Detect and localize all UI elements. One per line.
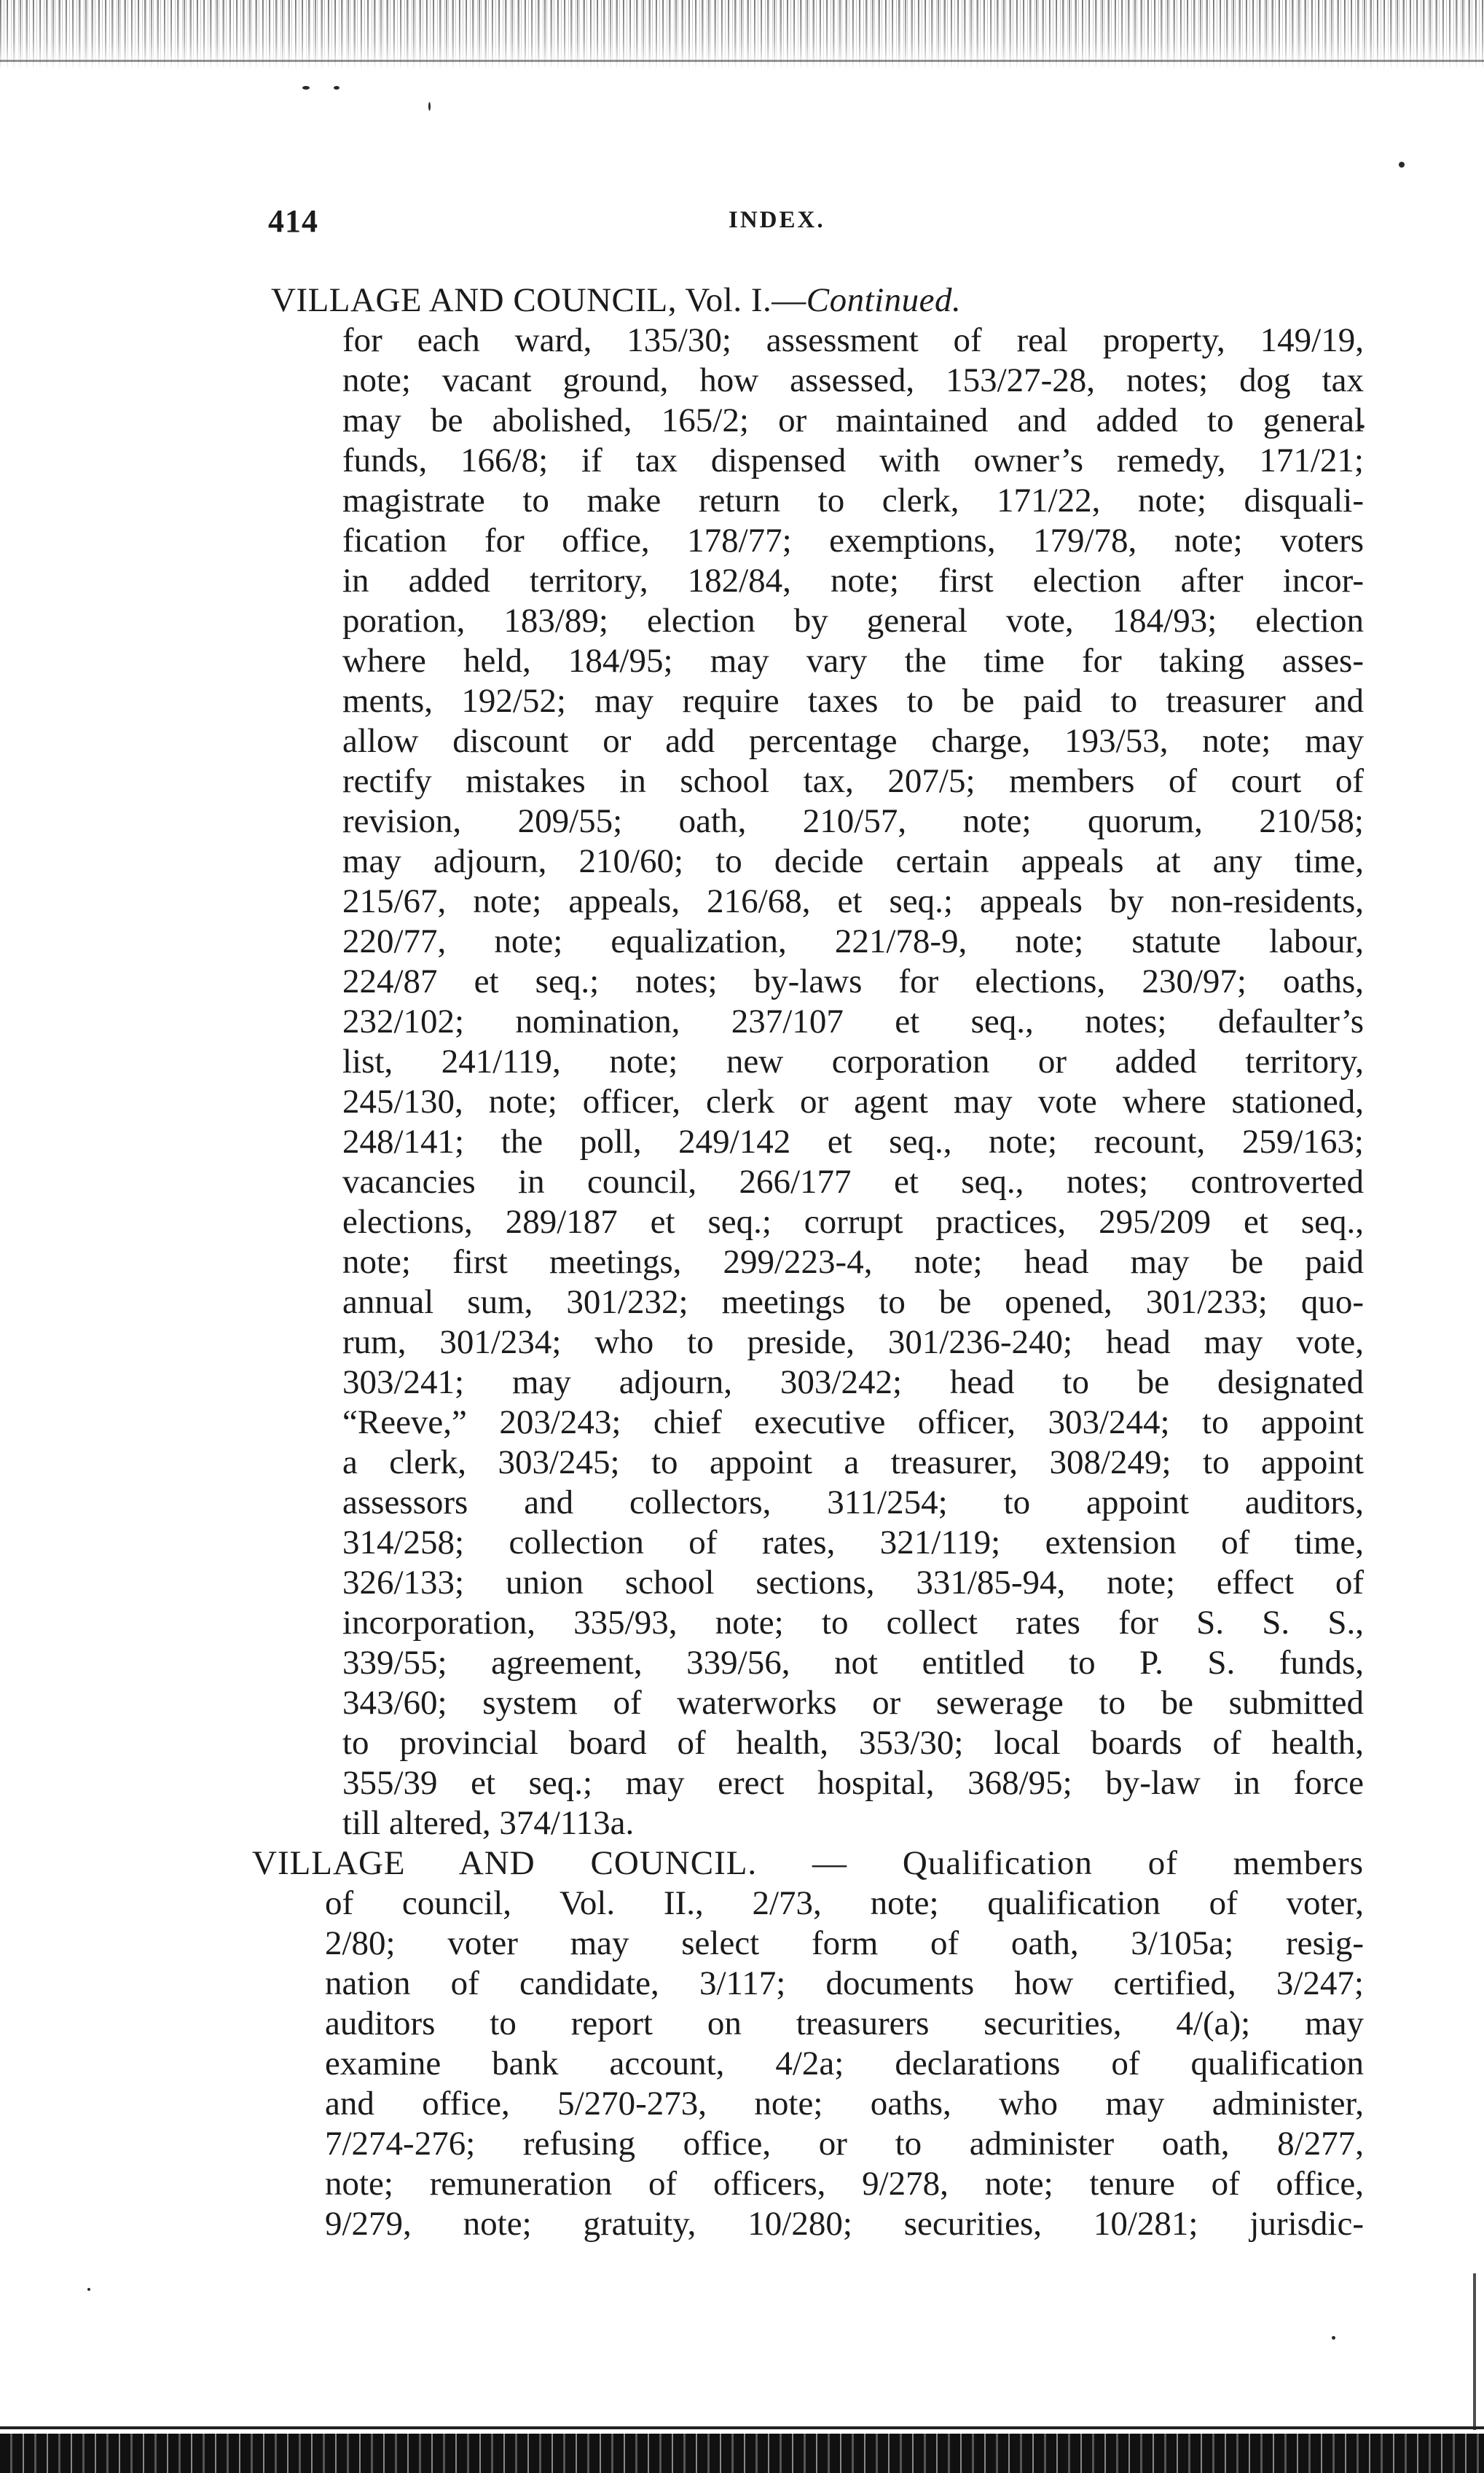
scan-edge-top-rule — [0, 60, 1484, 62]
scan-speck — [1332, 2336, 1335, 2340]
index-line: magistrate to make return to clerk, 171/22, note; disquali- — [342, 482, 1364, 520]
index-line: elections, 289/187 et seq.; corrupt practices, 295/209 et seq., — [342, 1203, 1364, 1241]
index-line: 303/241; may adjourn, 303/242; head to be designated — [342, 1363, 1364, 1401]
index-line: vacancies in council, 266/177 et seq., notes; controverted — [342, 1163, 1364, 1201]
continued-label: Continued. — [806, 281, 962, 319]
index-line: 248/141; the poll, 249/142 et seq., note; recount, 259/163; — [342, 1123, 1364, 1161]
index-line: for each ward, 135/30; assessment of real property, 149/19, — [342, 321, 1364, 359]
index-line: rectify mistakes in school tax, 207/5; members of court of — [342, 762, 1364, 800]
index-line: nation of candidate, 3/117; documents how certified, 3/247; — [325, 1964, 1364, 2002]
scan-speck — [1399, 162, 1405, 168]
scan-edge-bottom-rule — [0, 2426, 1484, 2429]
scan-edge-bottom — [0, 2434, 1484, 2473]
scan-speck — [428, 102, 431, 111]
index-line: and office, 5/270-273, note; oaths, who may administer, — [325, 2085, 1364, 2123]
index-line: 7/274-276; refusing office, or to administer oath, 8/277, — [325, 2125, 1364, 2163]
index-line: 326/133; union school sections, 331/85-94, note; effect of — [342, 1564, 1364, 1602]
index-line: list, 241/119, note; new corporation or added territory, — [342, 1043, 1364, 1081]
index-line: may be abolished, 165/2; or maintained and added to general — [342, 401, 1364, 439]
index-line: note; remuneration of officers, 9/278, note; tenure of office, — [325, 2165, 1364, 2203]
index-line: funds, 166/8; if tax dispensed with owner’s remedy, 171/21; — [342, 442, 1364, 479]
index-line: note; first meetings, 299/223-4, note; head may be paid — [342, 1243, 1364, 1281]
index-line: 355/39 et seq.; may erect hospital, 368/95; by-law in force — [342, 1764, 1364, 1802]
index-line: examine bank account, 4/2a; declarations of qualification — [325, 2045, 1364, 2082]
index-line: 245/130, note; officer, clerk or agent may vote where stationed, — [342, 1083, 1364, 1121]
index-line: allow discount or add percentage charge, 193/53, note; may — [342, 722, 1364, 760]
scan-streak — [1473, 2273, 1476, 2430]
index-line: note; vacant ground, how assessed, 153/27-28, notes; dog tax — [342, 361, 1364, 399]
index-line: to provincial board of health, 353/30; local boards of health, — [342, 1724, 1364, 1762]
index-line: of council, Vol. II., 2/73, note; qualification of voter, — [325, 1884, 1364, 1922]
page-number: 414 — [268, 203, 318, 239]
index-line: 220/77, note; equalization, 221/78-9, note; statute labour, — [342, 922, 1364, 960]
index-line: auditors to report on treasurers securities, 4/(a); may — [325, 2004, 1364, 2042]
index-line: 2/80; voter may select form of oath, 3/105a; resig- — [325, 1924, 1364, 1962]
index-line: 232/102; nomination, 237/107 et seq., notes; defaulter’s — [342, 1003, 1364, 1040]
index-line: 343/60; system of waterworks or sewerage to be submitted — [342, 1684, 1364, 1722]
index-line: a clerk, 303/245; to appoint a treasurer, 308/249; to appoint — [342, 1443, 1364, 1481]
index-line: ments, 192/52; may require taxes to be paid to treasurer and — [342, 682, 1364, 720]
index-line: 9/279, note; gratuity, 10/280; securities, 10/281; jurisdic- — [325, 2205, 1364, 2243]
scan-edge-top — [0, 0, 1484, 69]
index-line: revision, 209/55; oath, 210/57, note; quorum, 210/58; — [342, 802, 1364, 840]
index-line: 224/87 et seq.; notes; by-laws for elections, 230/97; oaths, — [342, 963, 1364, 1000]
index-line: 339/55; agreement, 339/56, not entitled to P. S. funds, — [342, 1644, 1364, 1682]
index-line: 314/258; collection of rates, 321/119; extension of time, — [342, 1524, 1364, 1561]
scan-speck — [334, 86, 339, 90]
running-head: INDEX. — [729, 207, 825, 233]
index-line: may adjourn, 210/60; to decide certain appeals at any time, — [342, 842, 1364, 880]
index-line: fication for office, 178/77; exemptions, 179/78, note; voters — [342, 522, 1364, 560]
index-line: till altered, 374/113a. — [342, 1804, 635, 1842]
index-line: where held, 184/95; may vary the time for taking asses- — [342, 642, 1364, 680]
index-line: “Reeve,” 203/243; chief executive officer, 303/244; to appoint — [342, 1403, 1364, 1441]
index-line: rum, 301/234; who to preside, 301/236-240; head may vote, — [342, 1323, 1364, 1361]
index-line: 215/67, note; appeals, 216/68, et seq.; appeals by non-residents, — [342, 882, 1364, 920]
index-line: annual sum, 301/232; meetings to be opened, 301/233; quo- — [342, 1283, 1364, 1321]
entry-heading-text: VILLAGE AND COUNCIL, Vol. I.— — [271, 281, 806, 319]
scan-speck — [302, 86, 310, 90]
index-line: assessors and collectors, 311/254; to appoint auditors, — [342, 1484, 1364, 1521]
index-line: poration, 183/89; election by general vote, 184/93; election — [342, 602, 1364, 640]
index-line: incorporation, 335/93, note; to collect rates for S. S. S., — [342, 1604, 1364, 1642]
index-line: in added territory, 182/84, note; first election after incor- — [342, 562, 1364, 600]
entry-heading-line: VILLAGE AND COUNCIL. — Qualification of members — [252, 1844, 1364, 1882]
entry-heading — [271, 281, 961, 320]
scan-speck — [87, 2288, 90, 2291]
